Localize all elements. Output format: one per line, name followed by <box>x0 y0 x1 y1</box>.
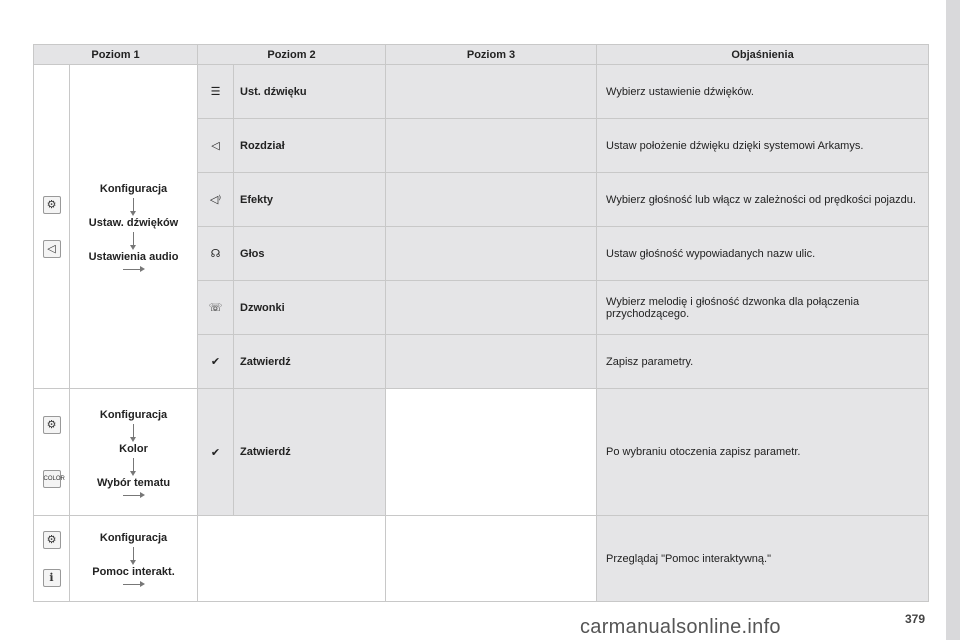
balance-icon: ◁ <box>198 119 234 173</box>
explanation: Ustaw głośność wypowiadanych nazw ulic. <box>597 227 929 281</box>
level3-cell <box>386 227 597 281</box>
path-kolor: Kolor <box>119 442 148 455</box>
equalizer-icon: ☰ <box>198 65 234 119</box>
level3-cell <box>386 65 597 119</box>
arrow-down-icon <box>133 458 134 472</box>
arrow-down-icon <box>133 547 134 561</box>
level2-label: Zatwierdź <box>240 355 291 368</box>
level3-cell <box>386 389 597 516</box>
header-level3: Poziom 3 <box>386 45 597 65</box>
level1-path <box>70 65 198 389</box>
arrow-right-icon <box>123 495 141 496</box>
level1-icons <box>34 65 70 389</box>
level3-cell <box>386 119 597 173</box>
explanation: Przeglądaj "Pomoc interaktywną." <box>597 516 929 602</box>
check-icon: ✔ <box>198 389 234 516</box>
level3-cell <box>386 335 597 389</box>
header-level1: Poziom 1 <box>34 45 198 65</box>
level1-path <box>70 516 198 602</box>
level1-path <box>70 389 198 516</box>
arrow-down-icon <box>133 424 134 438</box>
level2-label: Dzwonki <box>240 301 285 314</box>
path-pomoc-interakt: Pomoc interakt. <box>92 566 175 578</box>
level3-cell <box>386 281 597 335</box>
level1-icons <box>34 516 70 602</box>
speaker-icon: ◁ <box>43 240 61 258</box>
path-konfiguracja: Konfiguracja <box>99 532 168 544</box>
arrow-right-icon <box>123 269 141 270</box>
level2-label: Głos <box>240 247 265 260</box>
arrow-right-icon <box>123 584 141 585</box>
sound-effects-icon: ◁⁾ <box>198 173 234 227</box>
explanation: Po wybraniu otoczenia zapisz parametr. <box>597 389 929 516</box>
path-konfiguracja: Konfiguracja <box>99 408 168 421</box>
path-wybor-tematu: Wybór tematu <box>96 476 171 489</box>
watermark: carmanualsonline.info <box>580 616 781 638</box>
ringtone-icon: ☏ <box>198 281 234 335</box>
settings-gear-icon: ⚙ <box>43 416 61 434</box>
voice-icon: ☊ <box>198 227 234 281</box>
explanation: Wybierz głośność lub włącz w zależności od prędkości pojazdu. <box>597 173 929 227</box>
header-level2: Poziom 2 <box>198 45 386 65</box>
level3-cell <box>386 516 597 602</box>
level2-label: Rozdział <box>240 139 285 152</box>
explanation: Wybierz ustawienie dźwięków. <box>597 65 929 119</box>
check-icon: ✔ <box>198 335 234 389</box>
settings-gear-icon: ⚙ <box>43 196 61 214</box>
path-ustawienia-audio: Ustawienia audio <box>88 251 179 263</box>
explanation: Zapisz parametry. <box>597 335 929 389</box>
table-header <box>34 45 929 65</box>
arrow-down-icon <box>133 198 134 212</box>
header-explanations: Objaśnienia <box>597 45 929 65</box>
explanation: Ustaw położenie dźwięku dzięki systemowi Arkamys. <box>597 119 929 173</box>
color-icon: COLOR <box>43 470 61 488</box>
settings-gear-icon: ⚙ <box>43 531 61 549</box>
level2-label: Efekty <box>240 193 274 206</box>
table-row <box>34 65 929 119</box>
page-number: 379 <box>905 612 926 626</box>
path-konfiguracja: Konfiguracja <box>99 183 168 195</box>
level3-cell <box>386 173 597 227</box>
explanation: Wybierz melodię i głośność dzwonka dla połączenia przychodzącego. <box>597 281 929 335</box>
level2-label: Zatwierdź <box>240 446 291 458</box>
level2-label: Ust. dźwięku <box>240 85 307 98</box>
path-ustaw-dzwiekow: Ustaw. dźwięków <box>88 217 179 229</box>
level2-cell <box>198 516 386 602</box>
side-strip <box>946 0 960 640</box>
settings-table <box>33 44 929 602</box>
arrow-down-icon <box>133 232 134 246</box>
level1-icons <box>34 389 70 516</box>
help-icon: ℹ <box>43 569 61 587</box>
table-row <box>34 516 929 602</box>
table-row <box>34 389 929 516</box>
